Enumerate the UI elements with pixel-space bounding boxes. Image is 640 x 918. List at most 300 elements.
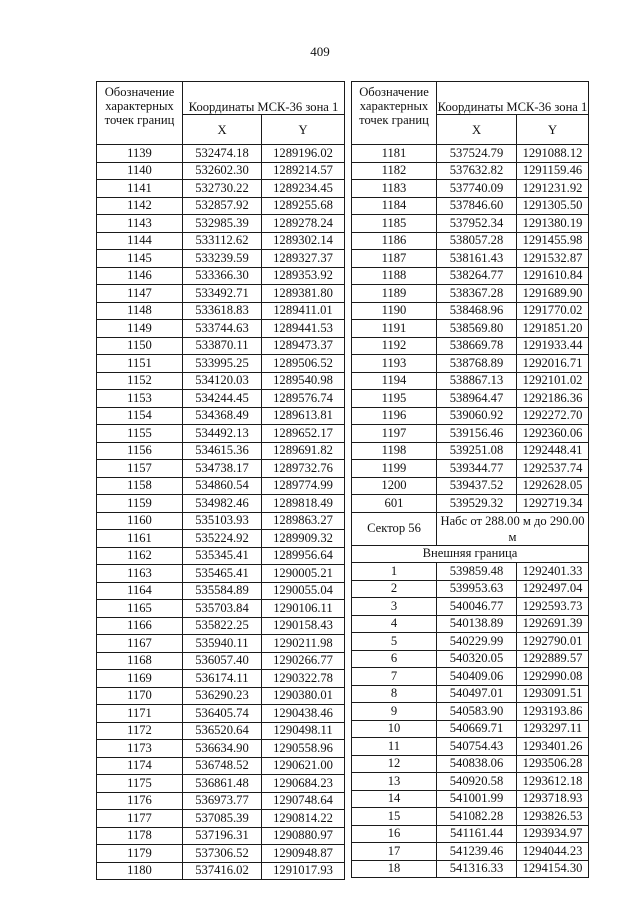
x-coordinate-cell: 540409.06 (437, 668, 517, 686)
table-row (97, 705, 345, 723)
table-row (97, 145, 345, 163)
y-coordinate-cell: 1293401.26 (517, 738, 589, 756)
table-row (97, 320, 345, 338)
coords-header: Координаты МСК-36 зона 1 (437, 82, 589, 115)
y-coordinate-cell: 1291770.02 (517, 302, 589, 320)
y-coordinate-cell: 1292101.02 (517, 372, 589, 390)
table-row (352, 825, 589, 843)
x-coordinate-cell: 538264.77 (437, 267, 517, 285)
y-coordinate-cell: 1290814.22 (262, 810, 345, 828)
table-row (352, 337, 589, 355)
point-id-cell: 10 (352, 720, 437, 738)
x-coordinate-cell: 540754.43 (437, 738, 517, 756)
x-coordinate-cell: 538161.43 (437, 250, 517, 268)
x-coordinate-cell: 535703.84 (183, 600, 262, 618)
y-coordinate-cell: 1292691.39 (517, 615, 589, 633)
point-id-cell: 1139 (97, 145, 183, 163)
table-row (352, 615, 589, 633)
x-coordinate-cell: 539859.48 (437, 563, 517, 581)
x-coordinate-cell: 538964.47 (437, 390, 517, 408)
x-coordinate-cell: 536057.40 (183, 652, 262, 670)
table-row (352, 197, 589, 215)
x-coordinate-cell: 538867.13 (437, 372, 517, 390)
y-coordinate-cell: 1292448.41 (517, 442, 589, 460)
y-coordinate-cell: 1291689.90 (517, 285, 589, 303)
point-id-cell: 1182 (352, 162, 437, 180)
x-coordinate-cell: 534615.36 (183, 442, 262, 460)
x-coordinate-cell: 539251.08 (437, 442, 517, 460)
x-coordinate-cell: 538367.28 (437, 285, 517, 303)
y-coordinate-cell: 1293934.97 (517, 825, 589, 843)
y-coordinate-cell: 1294154.30 (517, 860, 589, 878)
y-coordinate-cell: 1290438.46 (262, 705, 345, 723)
y-coordinate-cell: 1289411.01 (262, 302, 345, 320)
table-row (352, 860, 589, 878)
point-id-cell: 1195 (352, 390, 437, 408)
x-coordinate-cell: 541001.99 (437, 790, 517, 808)
point-id-cell: 1166 (97, 617, 183, 635)
point-id-cell: 4 (352, 615, 437, 633)
x-coordinate-cell: 533239.59 (183, 250, 262, 268)
designation-header: Обозначение характерных точек границ (97, 82, 183, 145)
y-coordinate-cell: 1293091.51 (517, 685, 589, 703)
point-id-cell: 1153 (97, 390, 183, 408)
table-row (97, 162, 345, 180)
table-row (352, 425, 589, 443)
point-id-cell: 1152 (97, 372, 183, 390)
point-id-cell: 2 (352, 580, 437, 598)
table-row (97, 617, 345, 635)
y-coordinate-cell: 1289353.92 (262, 267, 345, 285)
x-coordinate-cell: 539437.52 (437, 477, 517, 495)
table-row (97, 792, 345, 810)
table-row (352, 407, 589, 425)
point-id-cell: 17 (352, 843, 437, 861)
table-row (352, 390, 589, 408)
point-id-cell: 1170 (97, 687, 183, 705)
table-row (352, 633, 589, 651)
y-coordinate-cell: 1292719.34 (517, 495, 589, 513)
table-row (97, 180, 345, 198)
point-id-cell: 1193 (352, 355, 437, 373)
point-id-cell: 1144 (97, 232, 183, 250)
x-coordinate-cell: 538768.89 (437, 355, 517, 373)
y-coordinate-cell: 1291610.84 (517, 267, 589, 285)
boundary-row (352, 545, 589, 563)
table-row (97, 477, 345, 495)
point-id-cell: 1188 (352, 267, 437, 285)
point-id-cell: 1164 (97, 582, 183, 600)
y-coordinate-cell: 1290948.87 (262, 845, 345, 863)
table-row (352, 738, 589, 756)
point-id-cell: 1178 (97, 827, 183, 845)
sector-height-note: Набс от 288.00 м до 290.00 м (437, 512, 589, 545)
point-id-cell: 1180 (97, 862, 183, 880)
x-coordinate-cell: 533366.30 (183, 267, 262, 285)
table-row (97, 250, 345, 268)
y-coordinate-cell: 1290380.01 (262, 687, 345, 705)
y-coordinate-cell: 1289302.14 (262, 232, 345, 250)
point-id-cell: 1185 (352, 215, 437, 233)
y-coordinate-cell: 1289818.49 (262, 495, 345, 513)
table-row (97, 460, 345, 478)
x-coordinate-cell: 534244.45 (183, 390, 262, 408)
point-id-cell: 1179 (97, 845, 183, 863)
x-coordinate-cell: 539953.63 (437, 580, 517, 598)
x-coordinate-cell: 537632.82 (437, 162, 517, 180)
point-id-cell: 3 (352, 598, 437, 616)
table-row (97, 827, 345, 845)
table-row (352, 215, 589, 233)
x-coordinate-cell: 532857.92 (183, 197, 262, 215)
y-coordinate-cell: 1291305.50 (517, 197, 589, 215)
table-row (352, 773, 589, 791)
x-coordinate-cell: 538569.80 (437, 320, 517, 338)
x-coordinate-cell: 540138.89 (437, 615, 517, 633)
y-coordinate-cell: 1290005.21 (262, 565, 345, 583)
point-id-cell: 1141 (97, 180, 183, 198)
y-coordinate-cell: 1290558.96 (262, 740, 345, 758)
table-row (97, 670, 345, 688)
y-coordinate-cell: 1291159.46 (517, 162, 589, 180)
point-id-cell: 16 (352, 825, 437, 843)
point-id-cell: 1191 (352, 320, 437, 338)
y-coordinate-cell: 1291017.93 (262, 862, 345, 880)
point-id-cell: 1181 (352, 145, 437, 163)
table-row (97, 635, 345, 653)
table-row (352, 495, 589, 513)
point-id-cell: 1187 (352, 250, 437, 268)
table-row (352, 302, 589, 320)
point-id-cell: 1159 (97, 495, 183, 513)
table-row (97, 355, 345, 373)
table-row (97, 407, 345, 425)
table-row (97, 302, 345, 320)
sector-name: Сектор 56 (352, 512, 437, 545)
x-coordinate-cell: 532474.18 (183, 145, 262, 163)
x-coordinate-cell: 537196.31 (183, 827, 262, 845)
table-row (97, 495, 345, 513)
y-coordinate-cell: 1290158.43 (262, 617, 345, 635)
table-row (97, 740, 345, 758)
x-coordinate-cell: 538669.78 (437, 337, 517, 355)
x-coordinate-cell: 536634.90 (183, 740, 262, 758)
point-id-cell: 1199 (352, 460, 437, 478)
table-row (352, 460, 589, 478)
point-id-cell: 15 (352, 808, 437, 826)
table-row (352, 703, 589, 721)
x-coordinate-cell: 541161.44 (437, 825, 517, 843)
x-coordinate-cell: 537085.39 (183, 810, 262, 828)
point-id-cell: 601 (352, 495, 437, 513)
table-row (352, 843, 589, 861)
table-row (97, 600, 345, 618)
point-id-cell: 1158 (97, 477, 183, 495)
y-coordinate-cell: 1293193.86 (517, 703, 589, 721)
y-coordinate-cell: 1290621.00 (262, 757, 345, 775)
point-id-cell: 1177 (97, 810, 183, 828)
table-row (352, 755, 589, 773)
x-coordinate-cell: 535940.11 (183, 635, 262, 653)
point-id-cell: 13 (352, 773, 437, 791)
point-id-cell: 1 (352, 563, 437, 581)
table-row (352, 790, 589, 808)
point-id-cell: 1165 (97, 600, 183, 618)
table-row (352, 668, 589, 686)
x-coordinate-cell: 541082.28 (437, 808, 517, 826)
point-id-cell: 1189 (352, 285, 437, 303)
point-id-cell: 1171 (97, 705, 183, 723)
table-row (352, 145, 589, 163)
point-id-cell: 1140 (97, 162, 183, 180)
y-coordinate-cell: 1289278.24 (262, 215, 345, 233)
coords-header: Координаты МСК-36 зона 1 (183, 82, 345, 115)
x-coordinate-cell: 534120.03 (183, 372, 262, 390)
x-coordinate-cell: 533870.11 (183, 337, 262, 355)
x-header: X (437, 115, 517, 145)
point-id-cell: 1200 (352, 477, 437, 495)
point-id-cell: 1145 (97, 250, 183, 268)
y-coordinate-cell: 1289956.64 (262, 547, 345, 565)
table-row (352, 285, 589, 303)
y-coordinate-cell: 1291455.98 (517, 232, 589, 250)
y-coordinate-cell: 1291380.19 (517, 215, 589, 233)
point-id-cell: 1167 (97, 635, 183, 653)
table-row (97, 862, 345, 880)
x-coordinate-cell: 540920.58 (437, 773, 517, 791)
point-id-cell: 1162 (97, 547, 183, 565)
y-coordinate-cell: 1290880.97 (262, 827, 345, 845)
point-id-cell: 1174 (97, 757, 183, 775)
designation-header: Обозначение характерных точек границ (352, 82, 437, 145)
table-row (352, 477, 589, 495)
x-coordinate-cell: 536174.11 (183, 670, 262, 688)
point-id-cell: 1146 (97, 267, 183, 285)
y-coordinate-cell: 1290106.11 (262, 600, 345, 618)
point-id-cell: 1175 (97, 775, 183, 793)
y-coordinate-cell: 1289234.45 (262, 180, 345, 198)
table-row (97, 267, 345, 285)
y-coordinate-cell: 1290266.77 (262, 652, 345, 670)
y-coordinate-cell: 1292628.05 (517, 477, 589, 495)
table-row (352, 162, 589, 180)
x-coordinate-cell: 534492.13 (183, 425, 262, 443)
x-coordinate-cell: 533995.25 (183, 355, 262, 373)
point-id-cell: 1154 (97, 407, 183, 425)
point-id-cell: 1155 (97, 425, 183, 443)
y-header: Y (262, 115, 345, 145)
point-id-cell: 1168 (97, 652, 183, 670)
point-id-cell: 11 (352, 738, 437, 756)
point-id-cell: 7 (352, 668, 437, 686)
table-row (97, 337, 345, 355)
table-row (97, 285, 345, 303)
x-coordinate-cell: 541239.46 (437, 843, 517, 861)
x-coordinate-cell: 539060.92 (437, 407, 517, 425)
y-coordinate-cell: 1294044.23 (517, 843, 589, 861)
table-row (352, 720, 589, 738)
table-row (352, 355, 589, 373)
table-row (97, 530, 345, 548)
table-row (352, 372, 589, 390)
coordinates-table-right (351, 81, 589, 878)
y-coordinate-cell: 1289473.37 (262, 337, 345, 355)
y-coordinate-cell: 1289327.37 (262, 250, 345, 268)
y-coordinate-cell: 1293826.53 (517, 808, 589, 826)
point-id-cell: 1163 (97, 565, 183, 583)
point-id-cell: 1160 (97, 512, 183, 530)
point-id-cell: 1147 (97, 285, 183, 303)
x-coordinate-cell: 540838.06 (437, 755, 517, 773)
x-coordinate-cell: 540583.90 (437, 703, 517, 721)
point-id-cell: 1176 (97, 792, 183, 810)
point-id-cell: 18 (352, 860, 437, 878)
coordinates-table-left (96, 81, 345, 880)
x-coordinate-cell: 535465.41 (183, 565, 262, 583)
x-coordinate-cell: 532985.39 (183, 215, 262, 233)
y-coordinate-cell: 1292272.70 (517, 407, 589, 425)
y-coordinate-cell: 1289576.74 (262, 390, 345, 408)
x-coordinate-cell: 533492.71 (183, 285, 262, 303)
x-coordinate-cell: 536973.77 (183, 792, 262, 810)
y-coordinate-cell: 1290748.64 (262, 792, 345, 810)
point-id-cell: 9 (352, 703, 437, 721)
table-row (97, 757, 345, 775)
point-id-cell: 1151 (97, 355, 183, 373)
x-coordinate-cell: 532730.22 (183, 180, 262, 198)
x-coordinate-cell: 540046.77 (437, 598, 517, 616)
page-number: 409 (310, 44, 330, 59)
y-coordinate-cell: 1291532.87 (517, 250, 589, 268)
table-row (97, 565, 345, 583)
point-id-cell: 1173 (97, 740, 183, 758)
point-id-cell: 1192 (352, 337, 437, 355)
table-row (352, 232, 589, 250)
x-coordinate-cell: 537952.34 (437, 215, 517, 233)
point-id-cell: 1183 (352, 180, 437, 198)
point-id-cell: 1169 (97, 670, 183, 688)
table-row (97, 512, 345, 530)
x-coordinate-cell: 537524.79 (437, 145, 517, 163)
y-coordinate-cell: 1289506.52 (262, 355, 345, 373)
y-coordinate-cell: 1289255.68 (262, 197, 345, 215)
y-coordinate-cell: 1289652.17 (262, 425, 345, 443)
y-coordinate-cell: 1290211.98 (262, 635, 345, 653)
point-id-cell: 1184 (352, 197, 437, 215)
point-id-cell: 1197 (352, 425, 437, 443)
table-row (97, 775, 345, 793)
point-id-cell: 1150 (97, 337, 183, 355)
x-coordinate-cell: 540669.71 (437, 720, 517, 738)
table-row (97, 425, 345, 443)
y-coordinate-cell: 1291851.20 (517, 320, 589, 338)
x-coordinate-cell: 536861.48 (183, 775, 262, 793)
x-coordinate-cell: 533618.83 (183, 302, 262, 320)
table-row (352, 598, 589, 616)
outer-boundary-label: Внешняя граница (352, 545, 589, 563)
y-coordinate-cell: 1289214.57 (262, 162, 345, 180)
y-coordinate-cell: 1290322.78 (262, 670, 345, 688)
x-coordinate-cell: 535103.93 (183, 512, 262, 530)
y-coordinate-cell: 1289540.98 (262, 372, 345, 390)
table-row (97, 197, 345, 215)
point-id-cell: 14 (352, 790, 437, 808)
table-row (352, 267, 589, 285)
point-id-cell: 1194 (352, 372, 437, 390)
x-coordinate-cell: 538468.96 (437, 302, 517, 320)
table-row (352, 442, 589, 460)
y-coordinate-cell: 1292016.71 (517, 355, 589, 373)
point-id-cell: 12 (352, 755, 437, 773)
point-id-cell: 5 (352, 633, 437, 651)
table-row (97, 582, 345, 600)
x-coordinate-cell: 536405.74 (183, 705, 262, 723)
y-coordinate-cell: 1290684.23 (262, 775, 345, 793)
point-id-cell: 1149 (97, 320, 183, 338)
x-coordinate-cell: 535345.41 (183, 547, 262, 565)
y-coordinate-cell: 1289909.32 (262, 530, 345, 548)
table-row (97, 810, 345, 828)
x-coordinate-cell: 532602.30 (183, 162, 262, 180)
x-coordinate-cell: 537416.02 (183, 862, 262, 880)
x-coordinate-cell: 536520.64 (183, 722, 262, 740)
y-coordinate-cell: 1290498.11 (262, 722, 345, 740)
x-coordinate-cell: 539344.77 (437, 460, 517, 478)
y-coordinate-cell: 1291231.92 (517, 180, 589, 198)
point-id-cell: 6 (352, 650, 437, 668)
point-id-cell: 1142 (97, 197, 183, 215)
point-id-cell: 1156 (97, 442, 183, 460)
x-coordinate-cell: 533112.62 (183, 232, 262, 250)
x-coordinate-cell: 539156.46 (437, 425, 517, 443)
y-coordinate-cell: 1293297.11 (517, 720, 589, 738)
x-coordinate-cell: 540229.99 (437, 633, 517, 651)
table-row (352, 180, 589, 198)
x-coordinate-cell: 536290.23 (183, 687, 262, 705)
y-coordinate-cell: 1292186.36 (517, 390, 589, 408)
table-row (97, 845, 345, 863)
y-coordinate-cell: 1292497.04 (517, 580, 589, 598)
table-row (97, 372, 345, 390)
y-coordinate-cell: 1289691.82 (262, 442, 345, 460)
point-id-cell: 1186 (352, 232, 437, 250)
x-coordinate-cell: 535822.25 (183, 617, 262, 635)
x-coordinate-cell: 534982.46 (183, 495, 262, 513)
point-id-cell: 1157 (97, 460, 183, 478)
y-coordinate-cell: 1289613.81 (262, 407, 345, 425)
y-coordinate-cell: 1293718.93 (517, 790, 589, 808)
table-row (352, 580, 589, 598)
y-coordinate-cell: 1290055.04 (262, 582, 345, 600)
point-id-cell: 1161 (97, 530, 183, 548)
point-id-cell: 1198 (352, 442, 437, 460)
y-coordinate-cell: 1292990.08 (517, 668, 589, 686)
table-row (97, 215, 345, 233)
x-coordinate-cell: 540497.01 (437, 685, 517, 703)
point-id-cell: 8 (352, 685, 437, 703)
x-coordinate-cell: 541316.33 (437, 860, 517, 878)
x-coordinate-cell: 539529.32 (437, 495, 517, 513)
y-coordinate-cell: 1293506.28 (517, 755, 589, 773)
x-coordinate-cell: 537740.09 (437, 180, 517, 198)
table-row (352, 808, 589, 826)
table-row (352, 650, 589, 668)
x-coordinate-cell: 534368.49 (183, 407, 262, 425)
y-coordinate-cell: 1289732.76 (262, 460, 345, 478)
table-row (352, 250, 589, 268)
x-coordinate-cell: 536748.52 (183, 757, 262, 775)
y-coordinate-cell: 1292889.57 (517, 650, 589, 668)
